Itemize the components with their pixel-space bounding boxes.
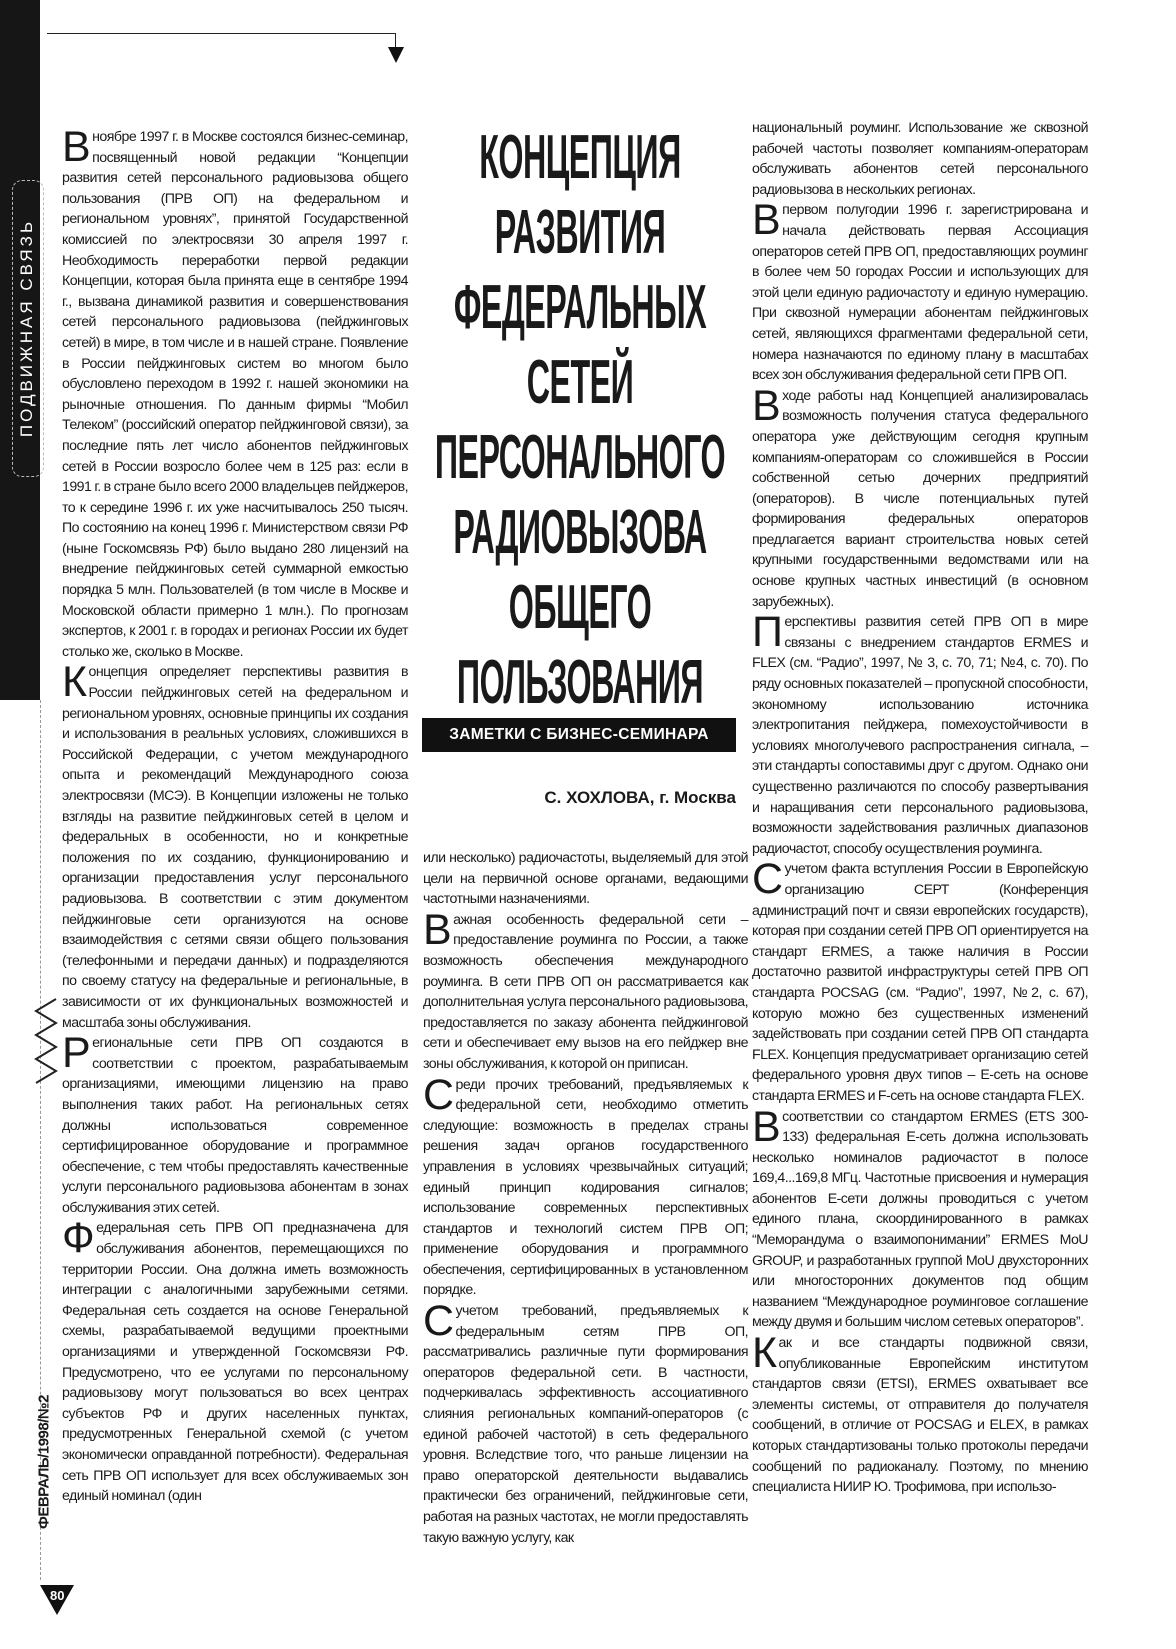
zigzag-ornament-icon (30, 995, 62, 1095)
paragraph (752, 1102, 1088, 1334)
drop-cap: С (423, 1297, 454, 1346)
title-line: РАЗВИТИЯ (494, 198, 666, 267)
paragraph (423, 1070, 748, 1302)
paragraph-text: соответствии со стандартом ERMES (ETS 300-133) федеральная Е-сеть должна использовать несколько номиналов радиочастот в полосе 169,4...169,8 МГц. Частотные присвоения и нумерация абонентов Е-сети должны проводиться с учетом единого плана, скоординированного в рамках “Меморандума о взаимопонимании” ERMES MoU GROUP, и разработанных группой MoU двухсторонних или многосторонних документов под общим названием “Международное роуминговое соглашение между двумя и большим числом сетевых операторов”. (752, 1108, 1088, 1331)
paragraph-text: реди прочих требований, предъявляемых к федеральной сети, необходимо отметить следующие: возможность в пределах страны решения задач органов государственного управления в условиях чрезвычайных ситуаций; единый принцип кодирования сигналов; использование современных перспективных стандартов и технологий систем ПРВ ОП; применение оборудования и программного обеспечения, сертифицированных в установленном порядке. (423, 1076, 748, 1299)
paragraph (62, 1214, 408, 1506)
drop-cap: В (752, 196, 781, 245)
paragraph-text: учетом требований, предъявляемых к федеральным сетям ПРВ ОП, рассматривались различные пути формирования операторов федеральной сети. В частности, подчеркивалась эффективность ассоциативного слияния региональных компаний-операторов (с единой рабочей частотой) в сеть федерального уровня. Вследствие того, что раньше лицензии на право операторской деятельности выдавались практически без ограничений, пейджинговые сети, работая на разных частотах, не могли предоставлять такую важную услугу, как (423, 1303, 748, 1546)
drop-cap: В (752, 1102, 781, 1151)
paragraph (423, 1297, 748, 1548)
paragraph-text: ерспективы развития сетей ПРВ ОП в мире связаны с внедрением стандартов ERMES и FLEX (см. “Радио”, 1997, № 3, с. 70, 71; №4, с. 70). По ряду основных показателей – пропускной способности, экономному использованию источника электропитания пейджера, помехоустойчивости в условиях многолучевого распространения сигнала, – эти стандарты сопоставимы друг с другом. Однако они существенно различаются по способу развертывания и наращивания сети персонального радиовызова, возможности задействования различных диапазонов радиочастот, способу осуществления роуминга. (752, 614, 1088, 857)
page-number: 80 (50, 1588, 65, 1603)
paragraph-text: первом полугодии 1996 г. зарегистрирована и начала действовать первая Ассоциация операторов сетей ПРВ ОП, предоставляющих роуминг в более чем 50 городах России и использующих для этой цели единую радиочастоту и единую нумерацию. При сквозной нумерации абонентам пейджинговых сетей, являющихся фрагментами федеральной сети, номера назначаются по единому плану в масштабах всех зон обслуживания федеральной сети ПРВ ОП. (752, 202, 1088, 384)
title-line: ОБЩЕГО (508, 573, 652, 642)
paragraph-text: едеральная сеть ПРВ ОП предназначена для обслуживания абонентов, перемещающихся по территории России. Она должна иметь возможность интеграции с аналогичными зарубежными сетями. Федеральная сеть создается на основе Генеральной схемы, разрабатываемой ведущими проектными организациями и утвержденной Госкомсвязи РФ. Предусмотрено, что ее услугами по персональному радиовызову могут пользоваться во всех центрах субъектов РФ и других населенных пунктах, предусмотренных Генеральной схемой (с учетом экономически оправданной потребности). Федеральная сеть ПРВ ОП использует для всех обслуживаемых зон единый номинал (один (62, 1220, 408, 1505)
text-column-3 (752, 118, 1088, 1498)
paragraph (752, 196, 1088, 385)
paragraph-text: национальный роуминг. Использование же сквозной рабочей частоты позволяет компаниям-операторам обслуживать абонентов сетей персонального радиовызова в нескольких регионах. (752, 120, 1088, 198)
drop-cap: В (423, 905, 452, 954)
title-line: СЕТЕЙ (526, 348, 634, 417)
drop-cap: К (62, 658, 87, 707)
paragraph (423, 848, 748, 910)
paragraph (423, 905, 748, 1075)
drop-cap: С (423, 1070, 454, 1119)
top-rule (47, 33, 395, 34)
drop-cap: П (752, 608, 783, 657)
drop-cap: С (752, 855, 783, 904)
paragraph-text: или несколько) радиочастоты, выделяемый для этой цели на первичной основе органами, ведающими частотными назначениями. (423, 850, 748, 908)
paragraph-text: ак и все стандарты подвижной связи, опубликованные Европейским институтом стандартов связи (ETSI), ERMES охватывает все элементы системы, от отправителя до получателя сообщений, в отличие от POCSAG и ELEX, в рамках которых стандартизованы только протоколы передачи сообщений по радиоканалу. Поэтому, по мнению специалиста НИИР Ю. Трофимова, при использо- (752, 1335, 1088, 1496)
title-line: РАДИОВЫЗОВА (453, 498, 707, 567)
paragraph (752, 1329, 1088, 1498)
section-label: ПОДВИЖНАЯ СВЯЗЬ (17, 218, 36, 438)
paragraph-text: ходе работы над Концепцией анализировалась возможность получения статуса федерального оператора уже действующим сегодня крупным компаниям-операторам со сложившейся в России собственной сетью дочерних предприятий (операторов). В числе потенциальных путей формирования федеральных операторов предлагается вариант строительства новых сетей крупными государственными ведомствами или на основе крупных частных инвестиций (в основном зарубежных). (752, 387, 1088, 610)
paragraph-text: ажная особенность федеральной сети – предоставление роуминга по России, а также возможность обеспечения международного роуминга. В сети ПРВ ОП он рассматривается как дополнительная услуга персонального радиовызова, предоставляется по заказу абонента пейджинговой сети и обеспечивает ему вызов на его пейджер вне зоны обслуживания, к которой он приписан. (423, 911, 748, 1072)
title-line: КОНЦЕПЦИЯ (479, 123, 681, 192)
paragraph-text: учетом факта вступления России в Европейскую организацию СЕРТ (Конференция администраций почт и связи европейских государств), которая при создании сетей ПРВ ОП ориентируется на стандарт ERMES, а также наличия в России достаточно развитой инфраструктуры сетей ПРВ ОП стандарта POCSAG (см. “Радио”, 1997, №2, с. 67), которую можно без существенных изменений задействовать при создании сетей ПРВ ОП стандарта FLEX. Концепция предусматривает организацию сетей федерального уровня двух типов – Е-сеть на основе стандарта ERMES и F-сеть на основе стандарта FLEX. (752, 861, 1088, 1104)
paragraph (752, 608, 1088, 859)
paragraph (752, 381, 1088, 613)
author-byline: С. ХОХЛОВА, г. Москва (544, 788, 736, 807)
paragraph (62, 658, 408, 1033)
paragraph (752, 855, 1088, 1106)
paragraph-text: ноябре 1997 г. в Москве состоялся бизнес-семинар, посвященный новой редакции “Концепции развития сетей персонального радиовызова общего пользования (ПРВ ОП) на федеральном и региональном уровнях”, принятой Государственной комиссией по электросвязи 30 апреля 1997 г. Необходимость переработки первой редакции Концепции, которая была принята еще в сентябре 1994 г., вызвана динамикой развития и совершенствования сетей персонального радиовызова (пейджинговых сетей) в мире, в том числе и в нашей стране. Появление в России пейджинговых систем во многом было обусловлено переходом в 1992 г. нашей экономики на рыночные отношения. По данным фирмы “Мобил Телеком” (российский оператор пейджинговой связи), за последние пять лет число абонентов пейджинговых сетей в России возросло более чем в 125 раз: если в 1991 г. в стране было всего 2000 владельцев пейджеров, то к середине 1996 г. их уже насчитывалось 250 тысяч. По состоянию на конец 1996 г. Министерством связи РФ (ныне Госкомсвязь РФ) было выдано 280 лицензий на внедрение пейджинговых сетей суммарной емкостью порядка 5 млн. Пользователей (в том числе в Москве и Московской области примерно 1 млн.). По прогнозам экспертов, к 2001 г. в городах и регионах России их будет столько же, сколько в Москве. (62, 129, 408, 660)
subtitle-banner: ЗАМЕТКИ С БИЗНЕС-СЕМИНАРА (422, 718, 736, 752)
issue-label: ФЕВРАЛЬ/1998/№2 (35, 1395, 53, 1529)
paragraph-text: онцепция определяет перспективы развития в России пейджинговых сетей на федеральном и региональном уровнях, основные принципы их создания и использования в реальных условиях, сложившихся в Российской Федерации, с учетом международного опыта и рекомендаций Международного союза электросвязи (МСЭ). В Концепции изложены не только взгляды на развитие пейджинговых сетей в целом и федеральных в особенности, но и конкретные положения по их созданию, функционированию и организации предоставления услуг персонального радиовызова. В соответствии с этим документом пейджинговые сети организуются на основе взаимодействия с сетями связи общего пользования (телефонными и передачи данных) и подразделяются по своему статусу на федеральные и региональные, в зависимости от их функциональных возможностей и масштаба зоны обслуживания. (62, 664, 408, 1031)
paragraph (62, 1029, 408, 1218)
title-line: ПОЛЬЗОВАНИЯ (456, 648, 704, 717)
title-line: ПЕРСОНАЛЬНОГО (434, 423, 726, 492)
article-title (420, 120, 740, 720)
paragraph (62, 123, 408, 662)
drop-cap: В (752, 381, 781, 430)
paragraph (752, 118, 1088, 200)
text-column-2 (423, 848, 748, 1548)
text-column-1 (62, 123, 408, 1507)
drop-cap: К (752, 1329, 777, 1378)
drop-cap: Р (62, 1029, 91, 1078)
arrow-down-icon (388, 47, 404, 63)
drop-cap: В (62, 123, 91, 171)
drop-cap: Ф (62, 1214, 95, 1263)
title-line: ФЕДЕРАЛЬНЫХ (453, 273, 707, 342)
paragraph-text: егиональные сети ПРВ ОП создаются в соответствии с проектом, разрабатываемым организациями, имеющими лицензию на право выполнения таких работ. На региональных сетях должны использоваться современное сертифицированное оборудование и программное обеспечение, с тем чтобы предоставлять качественные услуги персонального радиовызова абонентам в зонах обслуживания этих сетей. (62, 1035, 408, 1216)
